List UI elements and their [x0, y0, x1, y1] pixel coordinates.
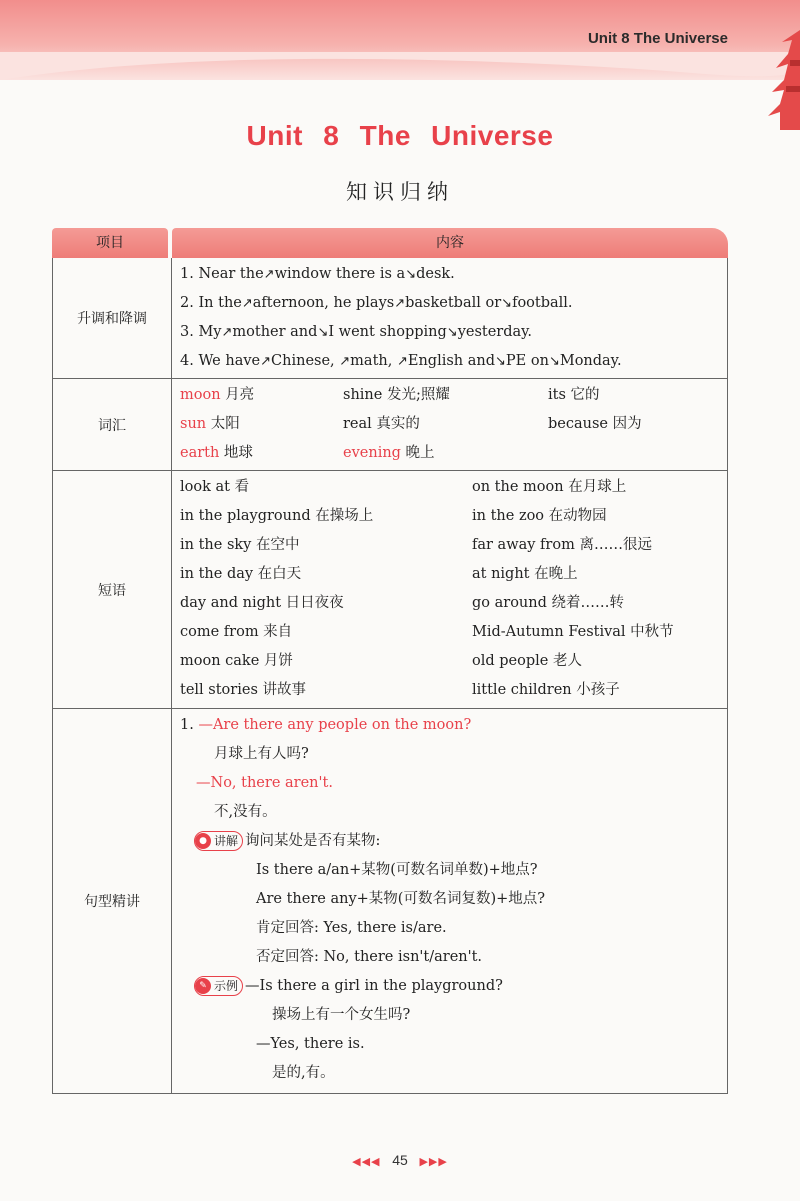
- phrase-item: in the sky 在空中: [180, 537, 300, 553]
- phrase-item: tell stories 讲故事: [180, 682, 306, 698]
- phrase-item: look at 看: [180, 479, 250, 495]
- rise-arrow-icon: ↗: [263, 267, 275, 282]
- phrase-item: go around 绕着……转: [472, 595, 624, 611]
- fall-arrow-icon: ↘: [548, 354, 560, 369]
- row-label-vocabulary: 词汇: [53, 379, 172, 470]
- vocab-item: real 真实的: [343, 416, 420, 432]
- fall-arrow-icon: ↘: [405, 267, 417, 282]
- rise-arrow-icon: ↗: [394, 296, 406, 311]
- phrase-item: far away from 离……很远: [472, 537, 652, 553]
- row-vocabulary: [52, 379, 728, 471]
- intonation-line: 1. Near the↗window there is a↘desk.: [180, 266, 455, 282]
- rule-line: 否定回答: No, there isn't/aren't.: [256, 949, 483, 965]
- page-title: Unit 8 The Universe: [246, 120, 554, 151]
- explain-badge: ● 讲解: [194, 831, 243, 851]
- phrase-item: at night 在晚上: [472, 566, 578, 582]
- rise-arrow-icon: ↗: [241, 296, 253, 311]
- phrase-item: day and night 日日夜夜: [180, 595, 344, 611]
- row-intonation: [52, 258, 728, 379]
- row-label-phrases: 短语: [53, 471, 172, 708]
- vocab-item: moon 月亮: [180, 387, 255, 403]
- summary-table: [52, 228, 728, 1094]
- vocab-item: sun 太阳: [180, 416, 240, 432]
- phrase-line: [180, 618, 727, 647]
- rise-arrow-icon: ↗: [260, 354, 272, 369]
- vocab-item: shine 发光;照耀: [343, 387, 450, 403]
- explain-line: ● 讲解 询问某处是否有某物:: [180, 827, 727, 856]
- example-badge: ✎ 示例: [194, 976, 243, 996]
- vocab-line: [180, 439, 727, 468]
- col-header-content: 内容: [172, 228, 728, 258]
- phrase-item: moon cake 月饼: [180, 653, 293, 669]
- intonation-line: 4. We have↗Chinese, ↗math, ↗English and↘PE on↘Monday.: [180, 353, 622, 369]
- intonation-line: 3. My↗mother and↘I went shopping↘yesterday.: [180, 324, 533, 340]
- phrase-item: old people 老人: [472, 653, 582, 669]
- rule-line: Are there any+某物(可数名词复数)+地点?: [256, 891, 546, 907]
- sentence-question-translation: 月球上有人吗?: [214, 746, 309, 762]
- sentence-question: 1. —Are there any people on the moon?: [180, 717, 472, 733]
- phrase-item: in the playground 在操场上: [180, 508, 374, 524]
- rule-line: 肯定回答: Yes, there is/are.: [256, 920, 447, 936]
- row-label-intonation: 升调和降调: [53, 258, 172, 378]
- sentence-answer-translation: 不,没有。: [214, 804, 277, 820]
- vocab-item: because 因为: [548, 416, 642, 432]
- vocab-item: its 它的: [548, 387, 600, 403]
- page-number: 45: [392, 1152, 408, 1168]
- pagoda-icon: [750, 20, 800, 130]
- running-title: Unit 8 The Universe: [587, 30, 728, 47]
- header-wave: [0, 52, 800, 112]
- col-header-item: 项目: [52, 228, 168, 258]
- bulb-icon: ●: [195, 833, 211, 849]
- phrase-item: in the day 在白天: [180, 566, 302, 582]
- phrase-line: [180, 560, 727, 589]
- phrase-line: [180, 676, 727, 705]
- row-phrases: [52, 471, 728, 709]
- fall-arrow-icon: ↘: [446, 325, 458, 340]
- vocab-item: evening 晚上: [343, 445, 435, 461]
- rise-arrow-icon: ↗: [339, 354, 351, 369]
- row-sentences: [52, 709, 728, 1094]
- vocab-item: earth 地球: [180, 445, 253, 461]
- example-answer: —Yes, there is.: [256, 1036, 365, 1052]
- row-label-sentences: 句型精讲: [53, 709, 172, 1093]
- rise-arrow-icon: ↗: [396, 354, 408, 369]
- vocab-line: [180, 410, 727, 439]
- sentence-answer: —No, there aren't.: [196, 775, 333, 791]
- phrase-item: Mid-Autumn Festival 中秋节: [472, 624, 674, 640]
- phrase-item: come from 来自: [180, 624, 293, 640]
- example-answer-translation: 是的,有。: [272, 1065, 335, 1081]
- fall-arrow-icon: ↘: [495, 354, 506, 369]
- prev-arrows-icon: ◀◀◀: [352, 1156, 381, 1168]
- vocab-line: [180, 381, 727, 410]
- rise-arrow-icon: ↗: [221, 325, 233, 340]
- page-subtitle: 知识归纳: [346, 180, 454, 204]
- phrase-line: [180, 502, 727, 531]
- next-arrows-icon: ▶▶▶: [419, 1156, 448, 1168]
- example-line: ✎ 示例 —Is there a girl in the playground?: [180, 972, 727, 1001]
- fall-arrow-icon: ↘: [501, 296, 513, 311]
- phrase-item: on the moon 在月球上: [472, 479, 627, 495]
- intonation-line: 2. In the↗afternoon, he plays↗basketball or↘football.: [180, 295, 573, 311]
- fall-arrow-icon: ↘: [317, 325, 329, 340]
- phrase-line: [180, 473, 727, 502]
- example-question-translation: 操场上有一个女生吗?: [272, 1007, 411, 1023]
- phrase-item: little children 小孩子: [472, 682, 620, 698]
- phrase-line: [180, 647, 727, 676]
- page-footer: [0, 1152, 800, 1168]
- rule-line: Is there a/an+某物(可数名词单数)+地点?: [256, 862, 538, 878]
- table-header: [52, 228, 728, 258]
- pencil-icon: ✎: [195, 978, 211, 994]
- phrase-line: [180, 531, 727, 560]
- phrase-line: [180, 589, 727, 618]
- phrase-item: in the zoo 在动物园: [472, 508, 607, 524]
